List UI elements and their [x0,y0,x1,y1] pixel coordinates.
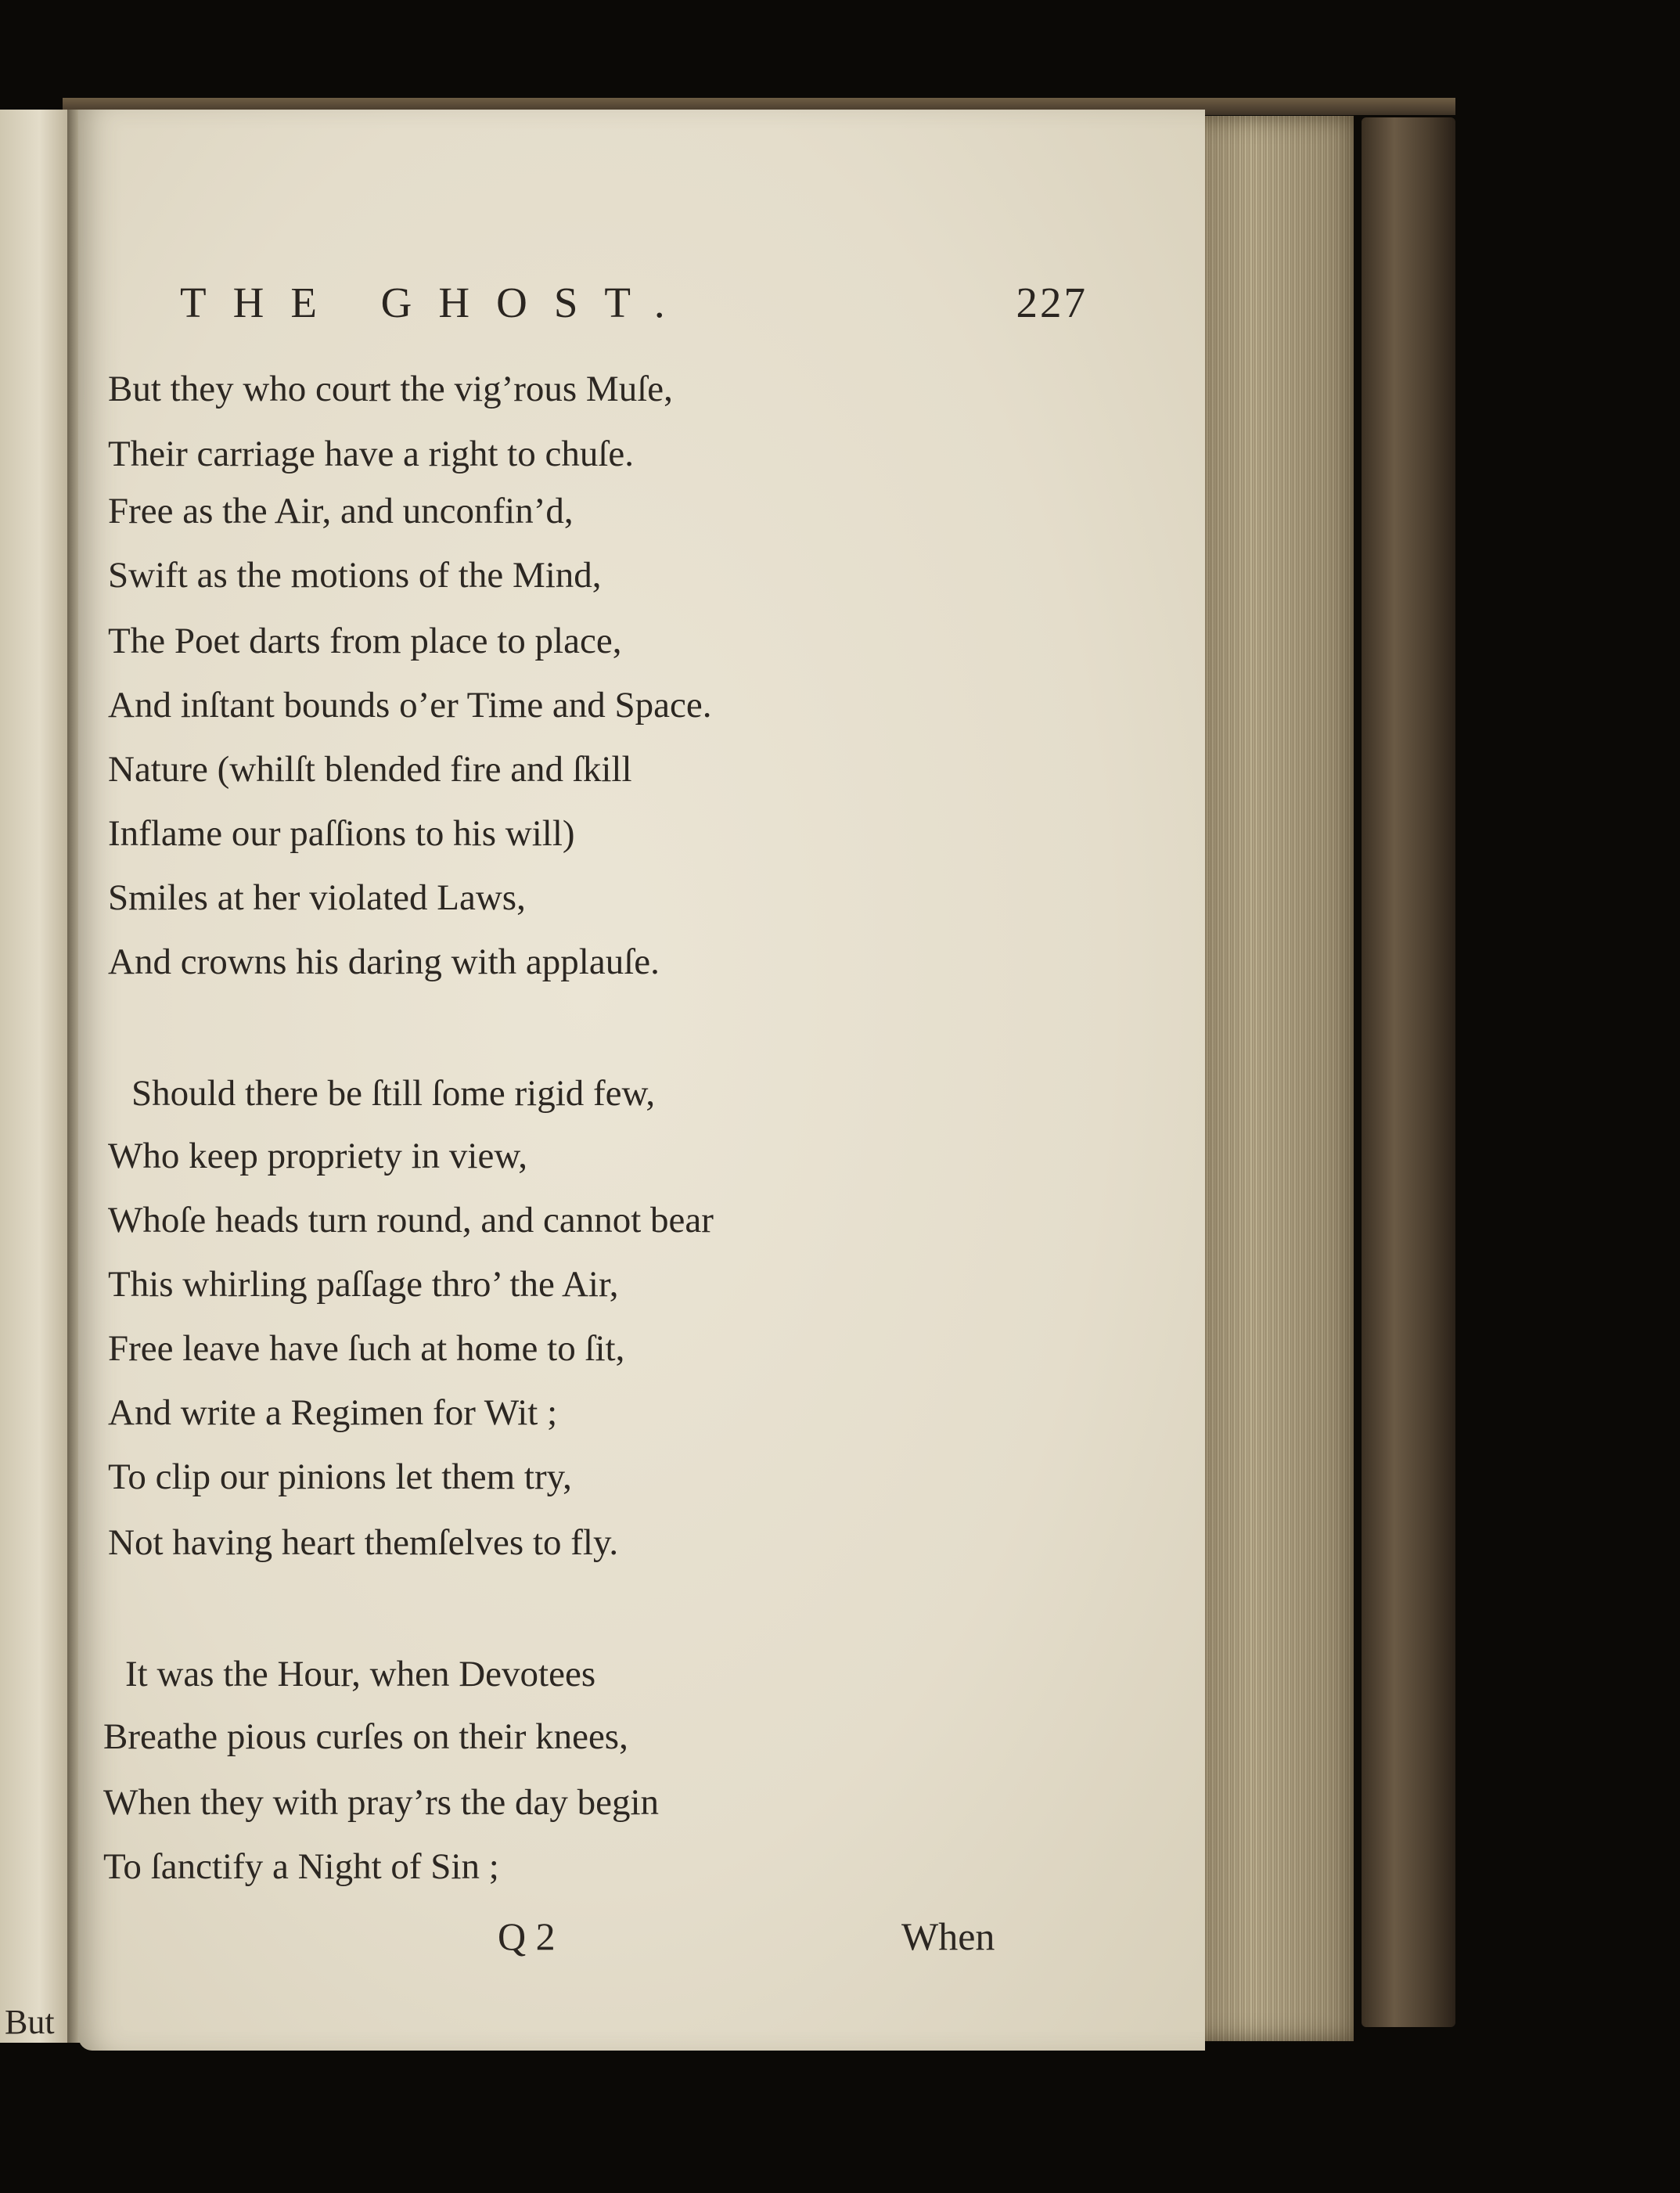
verse-line: Free leave have ſuch at home to ſit, [108,1328,625,1369]
verse-line: To clip our pinions let them try, [108,1457,572,1497]
verse-line: Who keep propriety in view, [108,1136,527,1176]
verse-line: Free as the Air, and unconfin’d, [108,491,574,531]
catchword: When [901,1914,995,1958]
facing-page [0,110,72,2043]
verse-line: Should there be ſtill ſome rigid few, [131,1073,656,1114]
verse-line: And crowns his daring with applauſe. [108,942,660,982]
verse-line: But they who court the vig’rous Muſe, [108,369,673,409]
verse-line: And inſtant bounds o’er Time and Space. [108,685,712,726]
verse-line: And write a Regimen for Wit ; [108,1392,558,1433]
verse-line: Nature (whilſt blended fire and ſkill [108,749,632,790]
verse-line: It was the Hour, when Devotees [125,1654,596,1694]
verse-line: Whoſe heads turn round, and cannot bear [108,1200,714,1241]
verse-line: Their carriage have a right to chuſe. [108,434,635,474]
verse-line: Inflame our paſſions to his will) [108,813,575,854]
verse-line-text: The Poet darts from place to place, [108,621,622,661]
verse-line-the-poet [108,620,621,662]
verse-line: When they with pray’rs the day begin [103,1782,660,1823]
book-binding [1362,117,1455,2027]
facing-page-catchword: But [5,2003,55,2041]
verse-line: To ſanctify a Night of Sin ; [103,1846,499,1887]
signature-mark: Q 2 [498,1914,556,1958]
running-title: THE GHOST. [180,279,692,326]
verse-line: Swift as the motions of the Mind, [108,555,602,596]
verse-line: Not having heart themſelves to fly. [108,1522,619,1563]
running-head [180,278,1088,327]
verse-line: Smiles at her violated Laws, [108,877,526,918]
verse-line: This whirling paſſage thro’ the Air, [108,1264,619,1305]
verse-line: Breathe pious curſes on their knees, [103,1716,628,1757]
page-edges-shadow [1182,116,1354,2041]
page-number: 227 [1016,279,1088,326]
